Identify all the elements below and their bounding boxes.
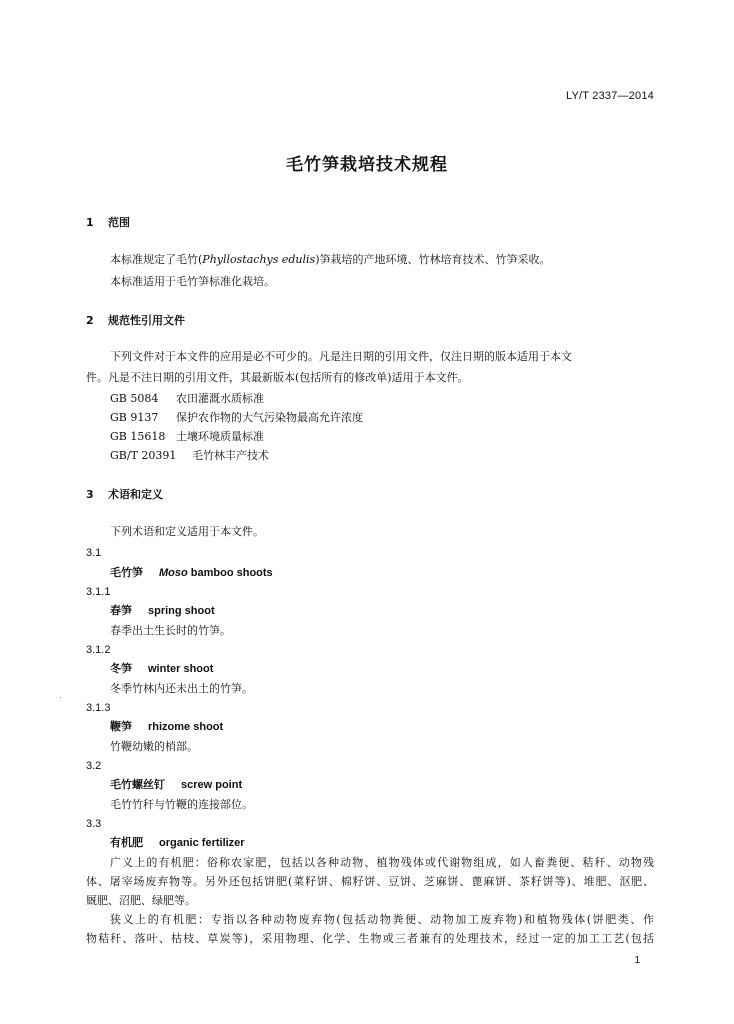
term-chinese: 冬笋 — [110, 662, 132, 675]
term-entry — [110, 566, 273, 580]
reference-item — [110, 430, 264, 444]
clause-number: 3.1.3 — [86, 702, 111, 714]
reference-code: GB 15618 — [110, 430, 166, 443]
document-title: 毛竹笋栽培技术规程 — [286, 155, 448, 175]
term-definition: 竹鞭幼嫩的梢部。 — [110, 740, 198, 753]
definition-line: 厩肥、沼肥、绿肥等。 — [86, 894, 196, 907]
term-english: rhizome shoot — [148, 721, 224, 733]
reference-code: GB/T 20391 — [110, 449, 177, 462]
scan-speck — [60, 697, 61, 698]
section-1-paragraph: 本标准规定了毛竹(Phyllostachys edulis)笋栽培的产地环境、竹林培育技术、竹笋采收。 — [110, 253, 551, 266]
term-entry — [110, 720, 223, 734]
term-definition: 春季出土生长时的竹笋。 — [110, 624, 231, 637]
definition-line: 物秸秆、落叶、枯枝、草炭等)，采用物理、化学、生物或三者兼有的处理技术，经过一定的加工工艺(包括 — [86, 932, 654, 945]
term-english-italic: Moso — [159, 567, 188, 579]
term-chinese: 有机肥 — [110, 836, 143, 849]
term-english — [159, 567, 273, 579]
clause-number: 3.2 — [86, 760, 102, 772]
term-chinese: 毛竹笋 — [110, 566, 143, 579]
clause-number: 3.1.1 — [86, 586, 111, 598]
term-chinese: 鞭笋 — [110, 720, 132, 733]
term-english: spring shoot — [148, 605, 215, 617]
clause-number: 3.1 — [86, 547, 102, 559]
term-english-rest: bamboo shoots — [187, 567, 273, 579]
term-entry — [110, 778, 242, 792]
reference-title: 土壤环境质量标准 — [176, 430, 264, 443]
term-chinese: 春笋 — [110, 604, 132, 617]
term-english: screw point — [181, 779, 243, 791]
term-definition: 冬季竹林内还未出土的竹笋。 — [110, 682, 253, 695]
term-entry — [110, 662, 213, 676]
section-3-heading — [86, 488, 163, 502]
section-number: 1 — [86, 216, 94, 229]
section-title: 规范性引用文件 — [108, 314, 185, 327]
reference-code: GB 9137 — [110, 411, 159, 424]
term-english: organic fertilizer — [159, 837, 245, 849]
section-3-intro: 下列术语和定义适用于本文件。 — [110, 525, 264, 538]
clause-number: 3.1.2 — [86, 644, 111, 656]
page-number: 1 — [634, 955, 640, 966]
reference-title: 毛竹林丰产技术 — [192, 449, 269, 462]
term-entry — [110, 604, 215, 618]
term-definition: 毛竹竹秆与竹鞭的连接部位。 — [110, 798, 253, 811]
reference-title: 保护农作物的大气污染物最高允许浓度 — [176, 411, 363, 424]
clause-number: 3.3 — [86, 818, 102, 830]
section-title: 术语和定义 — [108, 488, 163, 501]
section-number: 3 — [86, 488, 94, 501]
latin-name: Phyllostachys edulis — [202, 253, 316, 266]
definition-line: 狭义上的有机肥：专指以各种动物废弃物(包括动物粪便、动物加工废弃物)和植物残体(饼肥类、作 — [110, 913, 654, 926]
section-number: 2 — [86, 314, 94, 327]
reference-title: 农田灌溉水质标准 — [176, 392, 264, 405]
reference-item — [110, 392, 264, 406]
reference-item — [110, 449, 269, 463]
term-chinese: 毛竹螺丝钉 — [110, 778, 165, 791]
section-title: 范围 — [108, 216, 130, 229]
definition-line: 广义上的有机肥：俗称农家肥，包括以各种动物、植物残体或代谢物组成，如人畜粪便、秸秆、动物残 — [110, 856, 654, 869]
section-1-heading — [86, 216, 130, 230]
definition-line: 体、屠宰场废弃物等。另外还包括饼肥(菜籽饼、棉籽饼、豆饼、芝麻饼、蓖麻饼、茶籽饼等)、堆肥、沤肥、 — [86, 875, 654, 888]
term-english: winter shoot — [148, 663, 214, 675]
section-2-intro-line: 下列文件对于本文件的应用是必不可少的。凡是注日期的引用文件，仅注日期的版本适用于本文 — [110, 350, 572, 363]
term-entry — [110, 836, 245, 850]
reference-code: GB 5084 — [110, 392, 159, 405]
standard-code: LY/T 2337—2014 — [565, 90, 654, 102]
reference-item — [110, 411, 363, 425]
section-2-intro-line: 件。凡是不注日期的引用文件，其最新版本(包括所有的修改单)适用于本文件。 — [86, 371, 469, 384]
section-2-heading — [86, 314, 185, 328]
section-1-paragraph: 本标准适用于毛竹笋标准化栽培。 — [110, 275, 275, 288]
